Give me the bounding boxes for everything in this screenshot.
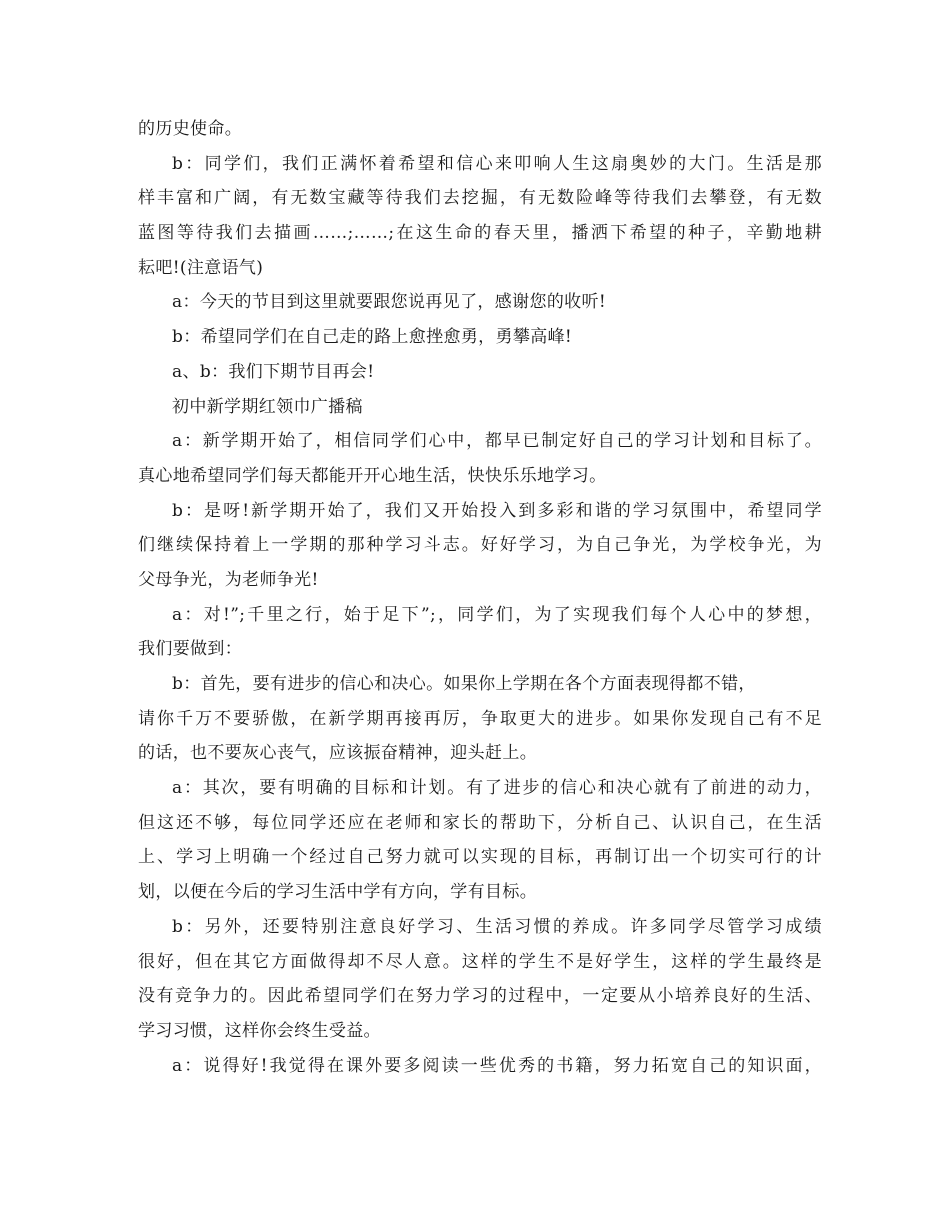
text-line: 的话，也不要灰心丧气，应该振奋精神，迎头赶上。 — [138, 743, 538, 764]
text-line: 请你千万不要骄傲，在新学期再接再厉，争取更大的进步。如果你发现自己有不足 — [138, 708, 822, 729]
text-line: a：今天的节目到这里就要跟您说再见了，感谢您的收听! — [172, 292, 607, 313]
text-line: b：首先，要有进步的信心和决心。如果你上学期在各个方面表现得都不错， — [172, 674, 756, 694]
text-line: 耘吧!(注意语气) — [138, 257, 264, 278]
text-line: 很好，但在其它方面做得却不尽人意。这样的学生不是好学生，这样的学生最终是 — [138, 951, 822, 972]
text-line: 样丰富和广阔，有无数宝藏等待我们去挖掘，有无数险峰等待我们去攀登，有无数 — [138, 188, 822, 209]
text-line: 划，以便在今后的学习生活中学有方向，学有目标。 — [138, 882, 538, 903]
text-line: 初中新学期红领巾广播稿 — [172, 396, 363, 417]
text-line: 我们要做到： — [138, 639, 243, 660]
text-line: 上、学习上明确一个经过自己努力就可以实现的目标，再制订出一个切实可行的计 — [138, 847, 822, 868]
text-line: 蓝图等待我们去描画……;……;在这生命的春天里，播洒下希望的种子，辛勤地耕 — [138, 223, 822, 244]
document-body — [138, 112, 822, 1083]
text-line: b：希望同学们在自己走的路上愈挫愈勇，勇攀高峰! — [172, 327, 573, 348]
text-line: a：其次，要有明确的目标和计划。有了进步的信心和决心就有了前进的动力， — [172, 778, 822, 799]
text-line: 但这还不够，每位同学还应在老师和家长的帮助下，分析自己、认识自己，在生活 — [138, 812, 822, 833]
text-line: a、b：我们下期节目再会! — [172, 361, 375, 382]
text-line: 学习习惯，这样你会终生受益。 — [138, 1020, 381, 1041]
text-line: b：是呀!新学期开始了，我们又开始投入到多彩和谐的学习氛围中，希望同学 — [172, 500, 822, 521]
text-line: 的历史使命。 — [138, 119, 243, 139]
text-line: 没有竞争力的。因此希望同学们在努力学习的过程中，一定要从小培养良好的生活、 — [138, 986, 822, 1007]
text-line: 真心地希望同学们每天都能开开心地生活，快快乐乐地学习。 — [138, 465, 607, 486]
text-line: a：说得好!我觉得在课外要多阅读一些优秀的书籍，努力拓宽自己的知识面， — [172, 1055, 822, 1076]
text-line: 们继续保持着上一学期的那种学习斗志。好好学习，为自己争光，为学校争光，为 — [138, 535, 822, 556]
text-line: 父母争光，为老师争光! — [138, 569, 319, 590]
text-line: b：同学们，我们正满怀着希望和信心来叩响人生这扇奥妙的大门。生活是那 — [172, 153, 822, 174]
text-line: a：新学期开始了，相信同学们心中，都早已制定好自己的学习计划和目标了。 — [172, 431, 822, 452]
text-line: a：对!”;千里之行，始于足下”;，同学们，为了实现我们每个人心中的梦想， — [172, 604, 822, 625]
text-line: b：另外，还要特别注意良好学习、生活习惯的养成。许多同学尽管学习成绩 — [172, 916, 822, 937]
